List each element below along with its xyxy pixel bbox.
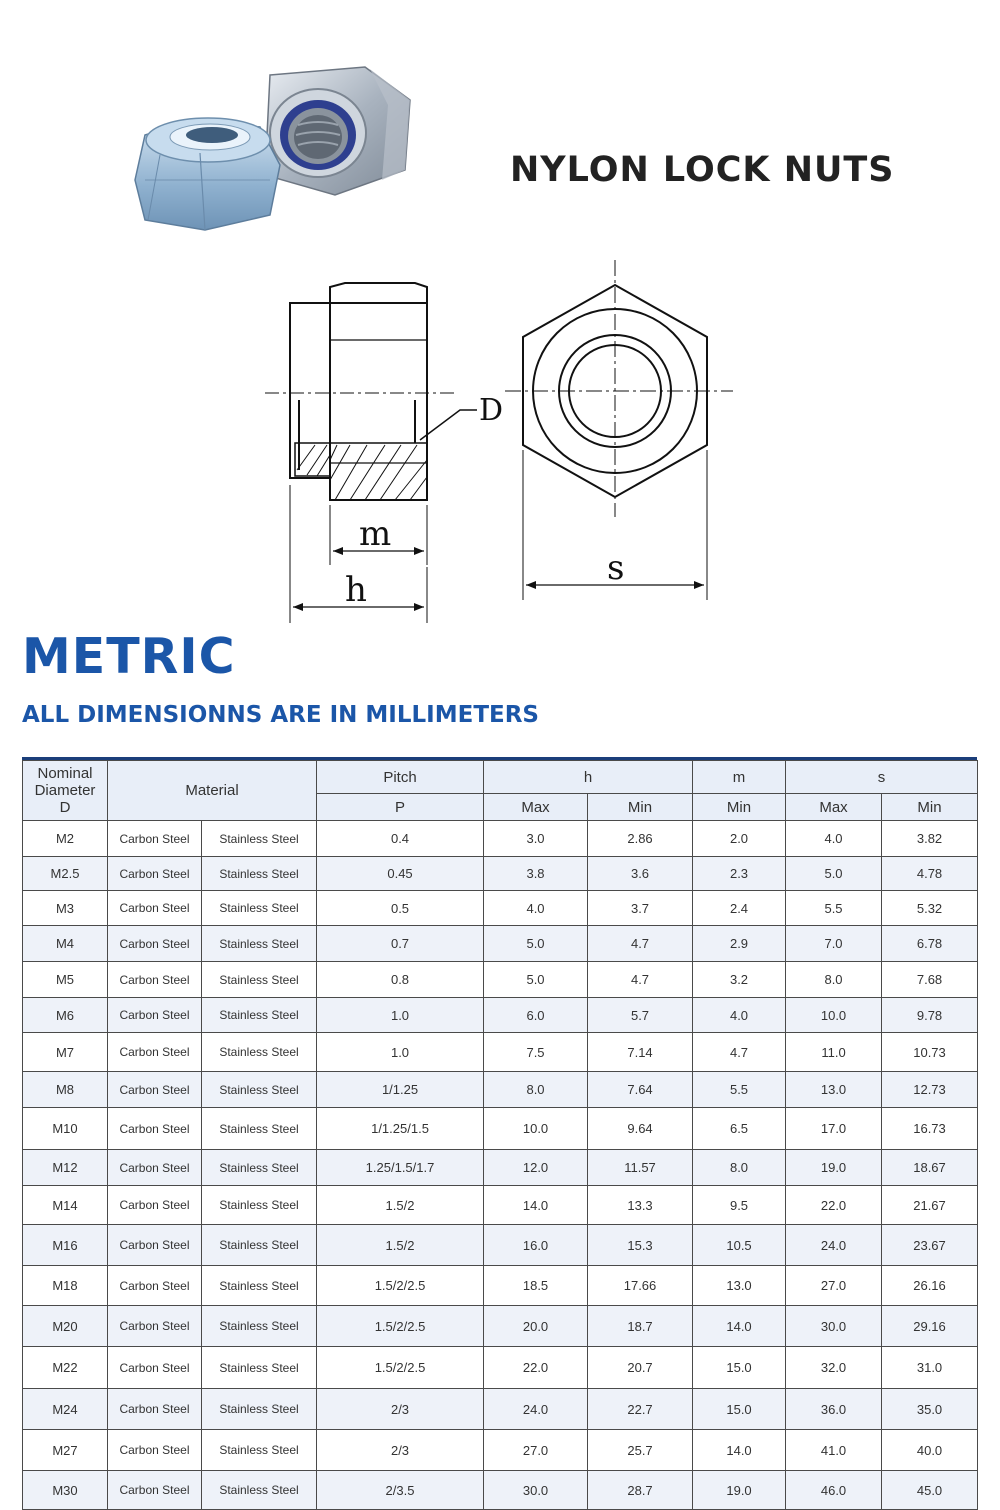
front-nut-icon xyxy=(135,118,280,230)
nominal-diameter-cell: M6 xyxy=(23,998,108,1033)
pitch-cell: 1.5/2/2.5 xyxy=(317,1347,484,1389)
s-min-cell: 4.78 xyxy=(882,857,978,891)
pitch-cell: 0.7 xyxy=(317,926,484,962)
pitch-header: Pitch xyxy=(317,761,484,794)
s-max-header: Max xyxy=(786,794,882,821)
nominal-diameter-cell: M7 xyxy=(23,1033,108,1072)
h-min-cell: 18.7 xyxy=(588,1306,693,1347)
h-max-cell: 6.0 xyxy=(484,998,588,1033)
pitch-cell: 0.45 xyxy=(317,857,484,891)
s-max-cell: 10.0 xyxy=(786,998,882,1033)
m-min-cell: 15.0 xyxy=(693,1389,786,1430)
material-stainless-cell: Stainless Steel xyxy=(202,1471,317,1510)
h-min-cell: 3.7 xyxy=(588,891,693,926)
s-max-cell: 5.5 xyxy=(786,891,882,926)
material-stainless-cell: Stainless Steel xyxy=(202,1072,317,1108)
pitch-cell: 2/3.5 xyxy=(317,1471,484,1510)
s-max-cell: 19.0 xyxy=(786,1150,882,1186)
s-min-cell: 12.73 xyxy=(882,1072,978,1108)
nominal-diameter-cell: M24 xyxy=(23,1389,108,1430)
material-carbon-cell: Carbon Steel xyxy=(108,998,202,1033)
s-min-cell: 40.0 xyxy=(882,1430,978,1471)
label-h: h xyxy=(345,570,367,610)
h-max-cell: 5.0 xyxy=(484,962,588,998)
h-min-cell: 15.3 xyxy=(588,1225,693,1266)
table-row xyxy=(23,998,978,1033)
m-min-header: Min xyxy=(693,794,786,821)
nominal-diameter-header xyxy=(23,761,108,821)
material-carbon-cell: Carbon Steel xyxy=(108,1471,202,1510)
h-max-cell: 30.0 xyxy=(484,1471,588,1510)
table-header-row xyxy=(23,761,978,794)
pitch-cell: 1.0 xyxy=(317,1033,484,1072)
material-carbon-cell: Carbon Steel xyxy=(108,821,202,857)
m-min-cell: 2.9 xyxy=(693,926,786,962)
material-carbon-cell: Carbon Steel xyxy=(108,1389,202,1430)
pitch-cell: 0.8 xyxy=(317,962,484,998)
h-max-cell: 24.0 xyxy=(484,1389,588,1430)
s-max-cell: 5.0 xyxy=(786,857,882,891)
h-min-cell: 20.7 xyxy=(588,1347,693,1389)
material-carbon-cell: Carbon Steel xyxy=(108,891,202,926)
material-stainless-cell: Stainless Steel xyxy=(202,1266,317,1306)
nominal-diameter-cell: M18 xyxy=(23,1266,108,1306)
material-carbon-cell: Carbon Steel xyxy=(108,1072,202,1108)
nominal-diameter-cell: M10 xyxy=(23,1108,108,1150)
h-min-cell: 3.6 xyxy=(588,857,693,891)
table-row xyxy=(23,1033,978,1072)
material-stainless-cell: Stainless Steel xyxy=(202,1108,317,1150)
table-row xyxy=(23,926,978,962)
pitch-cell: 2/3 xyxy=(317,1389,484,1430)
m-min-cell: 5.5 xyxy=(693,1072,786,1108)
h-max-cell: 5.0 xyxy=(484,926,588,962)
material-stainless-cell: Stainless Steel xyxy=(202,1225,317,1266)
nominal-diameter-cell: M22 xyxy=(23,1347,108,1389)
back-nut-icon xyxy=(265,67,410,195)
h-min-cell: 9.64 xyxy=(588,1108,693,1150)
nominal-diameter-cell: M8 xyxy=(23,1072,108,1108)
nominal-diameter-cell: M4 xyxy=(23,926,108,962)
m-min-cell: 14.0 xyxy=(693,1306,786,1347)
s-max-cell: 41.0 xyxy=(786,1430,882,1471)
s-max-cell: 11.0 xyxy=(786,1033,882,1072)
h-min-cell: 28.7 xyxy=(588,1471,693,1510)
h-max-cell: 7.5 xyxy=(484,1033,588,1072)
table-row xyxy=(23,1306,978,1347)
material-carbon-cell: Carbon Steel xyxy=(108,1347,202,1389)
s-min-header: Min xyxy=(882,794,978,821)
s-max-cell: 13.0 xyxy=(786,1072,882,1108)
h-min-cell: 2.86 xyxy=(588,821,693,857)
technical-drawing xyxy=(255,255,745,630)
s-max-cell: 27.0 xyxy=(786,1266,882,1306)
m-min-cell: 2.4 xyxy=(693,891,786,926)
material-stainless-cell: Stainless Steel xyxy=(202,1347,317,1389)
material-stainless-cell: Stainless Steel xyxy=(202,891,317,926)
nominal-header-line2: Diameter xyxy=(34,782,96,799)
s-min-cell: 35.0 xyxy=(882,1389,978,1430)
material-stainless-cell: Stainless Steel xyxy=(202,1306,317,1347)
table-row xyxy=(23,891,978,926)
nominal-diameter-cell: M3 xyxy=(23,891,108,926)
pitch-cell: 0.5 xyxy=(317,891,484,926)
s-max-cell: 24.0 xyxy=(786,1225,882,1266)
material-carbon-cell: Carbon Steel xyxy=(108,1430,202,1471)
material-stainless-cell: Stainless Steel xyxy=(202,1389,317,1430)
s-max-cell: 7.0 xyxy=(786,926,882,962)
h-min-cell: 7.14 xyxy=(588,1033,693,1072)
material-stainless-cell: Stainless Steel xyxy=(202,1430,317,1471)
nominal-diameter-cell: M27 xyxy=(23,1430,108,1471)
material-carbon-cell: Carbon Steel xyxy=(108,1306,202,1347)
h-min-cell: 13.3 xyxy=(588,1186,693,1225)
material-stainless-cell: Stainless Steel xyxy=(202,998,317,1033)
s-min-cell: 26.16 xyxy=(882,1266,978,1306)
h-max-cell: 8.0 xyxy=(484,1072,588,1108)
table-row xyxy=(23,1389,978,1430)
s-min-cell: 45.0 xyxy=(882,1471,978,1510)
pitch-cell: 1.5/2/2.5 xyxy=(317,1306,484,1347)
h-max-header: Max xyxy=(484,794,588,821)
s-max-cell: 17.0 xyxy=(786,1108,882,1150)
h-max-cell: 10.0 xyxy=(484,1108,588,1150)
table-row xyxy=(23,1347,978,1389)
s-min-cell: 9.78 xyxy=(882,998,978,1033)
s-min-cell: 21.67 xyxy=(882,1186,978,1225)
s-min-cell: 29.16 xyxy=(882,1306,978,1347)
material-stainless-cell: Stainless Steel xyxy=(202,1186,317,1225)
pitch-cell: 1.5/2/2.5 xyxy=(317,1266,484,1306)
h-max-cell: 3.0 xyxy=(484,821,588,857)
h-max-cell: 27.0 xyxy=(484,1430,588,1471)
s-max-cell: 22.0 xyxy=(786,1186,882,1225)
nominal-diameter-cell: M2.5 xyxy=(23,857,108,891)
pitch-cell: 1.0 xyxy=(317,998,484,1033)
h-max-cell: 18.5 xyxy=(484,1266,588,1306)
m-min-cell: 6.5 xyxy=(693,1108,786,1150)
s-max-cell: 46.0 xyxy=(786,1471,882,1510)
m-min-cell: 15.0 xyxy=(693,1347,786,1389)
material-carbon-cell: Carbon Steel xyxy=(108,1033,202,1072)
pitch-cell: 1/1.25 xyxy=(317,1072,484,1108)
pitch-cell: 2/3 xyxy=(317,1430,484,1471)
side-view-drawing xyxy=(265,283,477,623)
m-min-cell: 4.7 xyxy=(693,1033,786,1072)
table-row xyxy=(23,1471,978,1510)
h-min-cell: 25.7 xyxy=(588,1430,693,1471)
m-min-cell: 8.0 xyxy=(693,1150,786,1186)
table-row xyxy=(23,1072,978,1108)
s-max-cell: 4.0 xyxy=(786,821,882,857)
h-min-cell: 22.7 xyxy=(588,1389,693,1430)
h-min-cell: 17.66 xyxy=(588,1266,693,1306)
s-min-cell: 31.0 xyxy=(882,1347,978,1389)
metric-heading: METRIC xyxy=(22,628,236,685)
material-stainless-cell: Stainless Steel xyxy=(202,821,317,857)
nominal-diameter-cell: M12 xyxy=(23,1150,108,1186)
nut-product-photo xyxy=(120,55,420,235)
s-min-cell: 10.73 xyxy=(882,1033,978,1072)
table-row xyxy=(23,1225,978,1266)
units-note: ALL DIMENSIONNS ARE IN MILLIMETERS xyxy=(22,702,539,728)
s-max-cell: 30.0 xyxy=(786,1306,882,1347)
material-carbon-cell: Carbon Steel xyxy=(108,1225,202,1266)
material-stainless-cell: Stainless Steel xyxy=(202,926,317,962)
h-max-cell: 22.0 xyxy=(484,1347,588,1389)
h-max-cell: 4.0 xyxy=(484,891,588,926)
h-max-cell: 16.0 xyxy=(484,1225,588,1266)
nominal-diameter-cell: M14 xyxy=(23,1186,108,1225)
s-min-cell: 6.78 xyxy=(882,926,978,962)
m-min-cell: 4.0 xyxy=(693,998,786,1033)
m-min-cell: 3.2 xyxy=(693,962,786,998)
s-min-cell: 23.67 xyxy=(882,1225,978,1266)
label-m: m xyxy=(359,514,392,554)
material-carbon-cell: Carbon Steel xyxy=(108,962,202,998)
h-max-cell: 20.0 xyxy=(484,1306,588,1347)
h-max-cell: 14.0 xyxy=(484,1186,588,1225)
h-min-cell: 4.7 xyxy=(588,926,693,962)
dimension-table xyxy=(22,760,978,1510)
s-max-cell: 8.0 xyxy=(786,962,882,998)
pitch-cell: 1.25/1.5/1.7 xyxy=(317,1150,484,1186)
s-max-cell: 32.0 xyxy=(786,1347,882,1389)
table-row xyxy=(23,821,978,857)
nominal-diameter-cell: M2 xyxy=(23,821,108,857)
m-min-cell: 2.3 xyxy=(693,857,786,891)
material-carbon-cell: Carbon Steel xyxy=(108,1150,202,1186)
s-min-cell: 16.73 xyxy=(882,1108,978,1150)
m-min-cell: 9.5 xyxy=(693,1186,786,1225)
material-stainless-cell: Stainless Steel xyxy=(202,1033,317,1072)
table-row xyxy=(23,1108,978,1150)
nominal-diameter-cell: M30 xyxy=(23,1471,108,1510)
h-max-cell: 3.8 xyxy=(484,857,588,891)
m-header: m xyxy=(693,761,786,794)
h-min-cell: 4.7 xyxy=(588,962,693,998)
m-min-cell: 19.0 xyxy=(693,1471,786,1510)
h-max-cell: 12.0 xyxy=(484,1150,588,1186)
nominal-diameter-cell: M5 xyxy=(23,962,108,998)
nominal-diameter-cell: M20 xyxy=(23,1306,108,1347)
nominal-header-line3: D xyxy=(59,799,71,816)
material-carbon-cell: Carbon Steel xyxy=(108,1266,202,1306)
material-carbon-cell: Carbon Steel xyxy=(108,1108,202,1150)
h-header: h xyxy=(484,761,693,794)
m-min-cell: 10.5 xyxy=(693,1225,786,1266)
table-row xyxy=(23,1150,978,1186)
pitch-cell: 1.5/2 xyxy=(317,1225,484,1266)
table-row xyxy=(23,962,978,998)
s-max-cell: 36.0 xyxy=(786,1389,882,1430)
h-min-header: Min xyxy=(588,794,693,821)
m-min-cell: 13.0 xyxy=(693,1266,786,1306)
material-carbon-cell: Carbon Steel xyxy=(108,1186,202,1225)
s-min-cell: 18.67 xyxy=(882,1150,978,1186)
m-min-cell: 2.0 xyxy=(693,821,786,857)
pitch-cell: 1.5/2 xyxy=(317,1186,484,1225)
h-min-cell: 7.64 xyxy=(588,1072,693,1108)
h-min-cell: 5.7 xyxy=(588,998,693,1033)
label-s: s xyxy=(607,548,625,588)
label-d: D xyxy=(479,393,504,428)
table-row xyxy=(23,1186,978,1225)
table-row xyxy=(23,1430,978,1471)
nominal-header-line1: Nominal xyxy=(37,765,93,782)
s-min-cell: 5.32 xyxy=(882,891,978,926)
material-carbon-cell: Carbon Steel xyxy=(108,926,202,962)
pitch-cell: 0.4 xyxy=(317,821,484,857)
material-stainless-cell: Stainless Steel xyxy=(202,962,317,998)
s-min-cell: 3.82 xyxy=(882,821,978,857)
material-carbon-cell: Carbon Steel xyxy=(108,857,202,891)
pitch-symbol-header: P xyxy=(317,794,484,821)
table-row xyxy=(23,857,978,891)
h-min-cell: 11.57 xyxy=(588,1150,693,1186)
pitch-cell: 1/1.25/1.5 xyxy=(317,1108,484,1150)
table-row xyxy=(23,1266,978,1306)
s-min-cell: 7.68 xyxy=(882,962,978,998)
product-title: NYLON LOCK NUTS xyxy=(510,150,895,190)
nominal-diameter-cell: M16 xyxy=(23,1225,108,1266)
s-header: s xyxy=(786,761,978,794)
material-stainless-cell: Stainless Steel xyxy=(202,1150,317,1186)
material-header: Material xyxy=(108,761,317,821)
m-min-cell: 14.0 xyxy=(693,1430,786,1471)
material-stainless-cell: Stainless Steel xyxy=(202,857,317,891)
